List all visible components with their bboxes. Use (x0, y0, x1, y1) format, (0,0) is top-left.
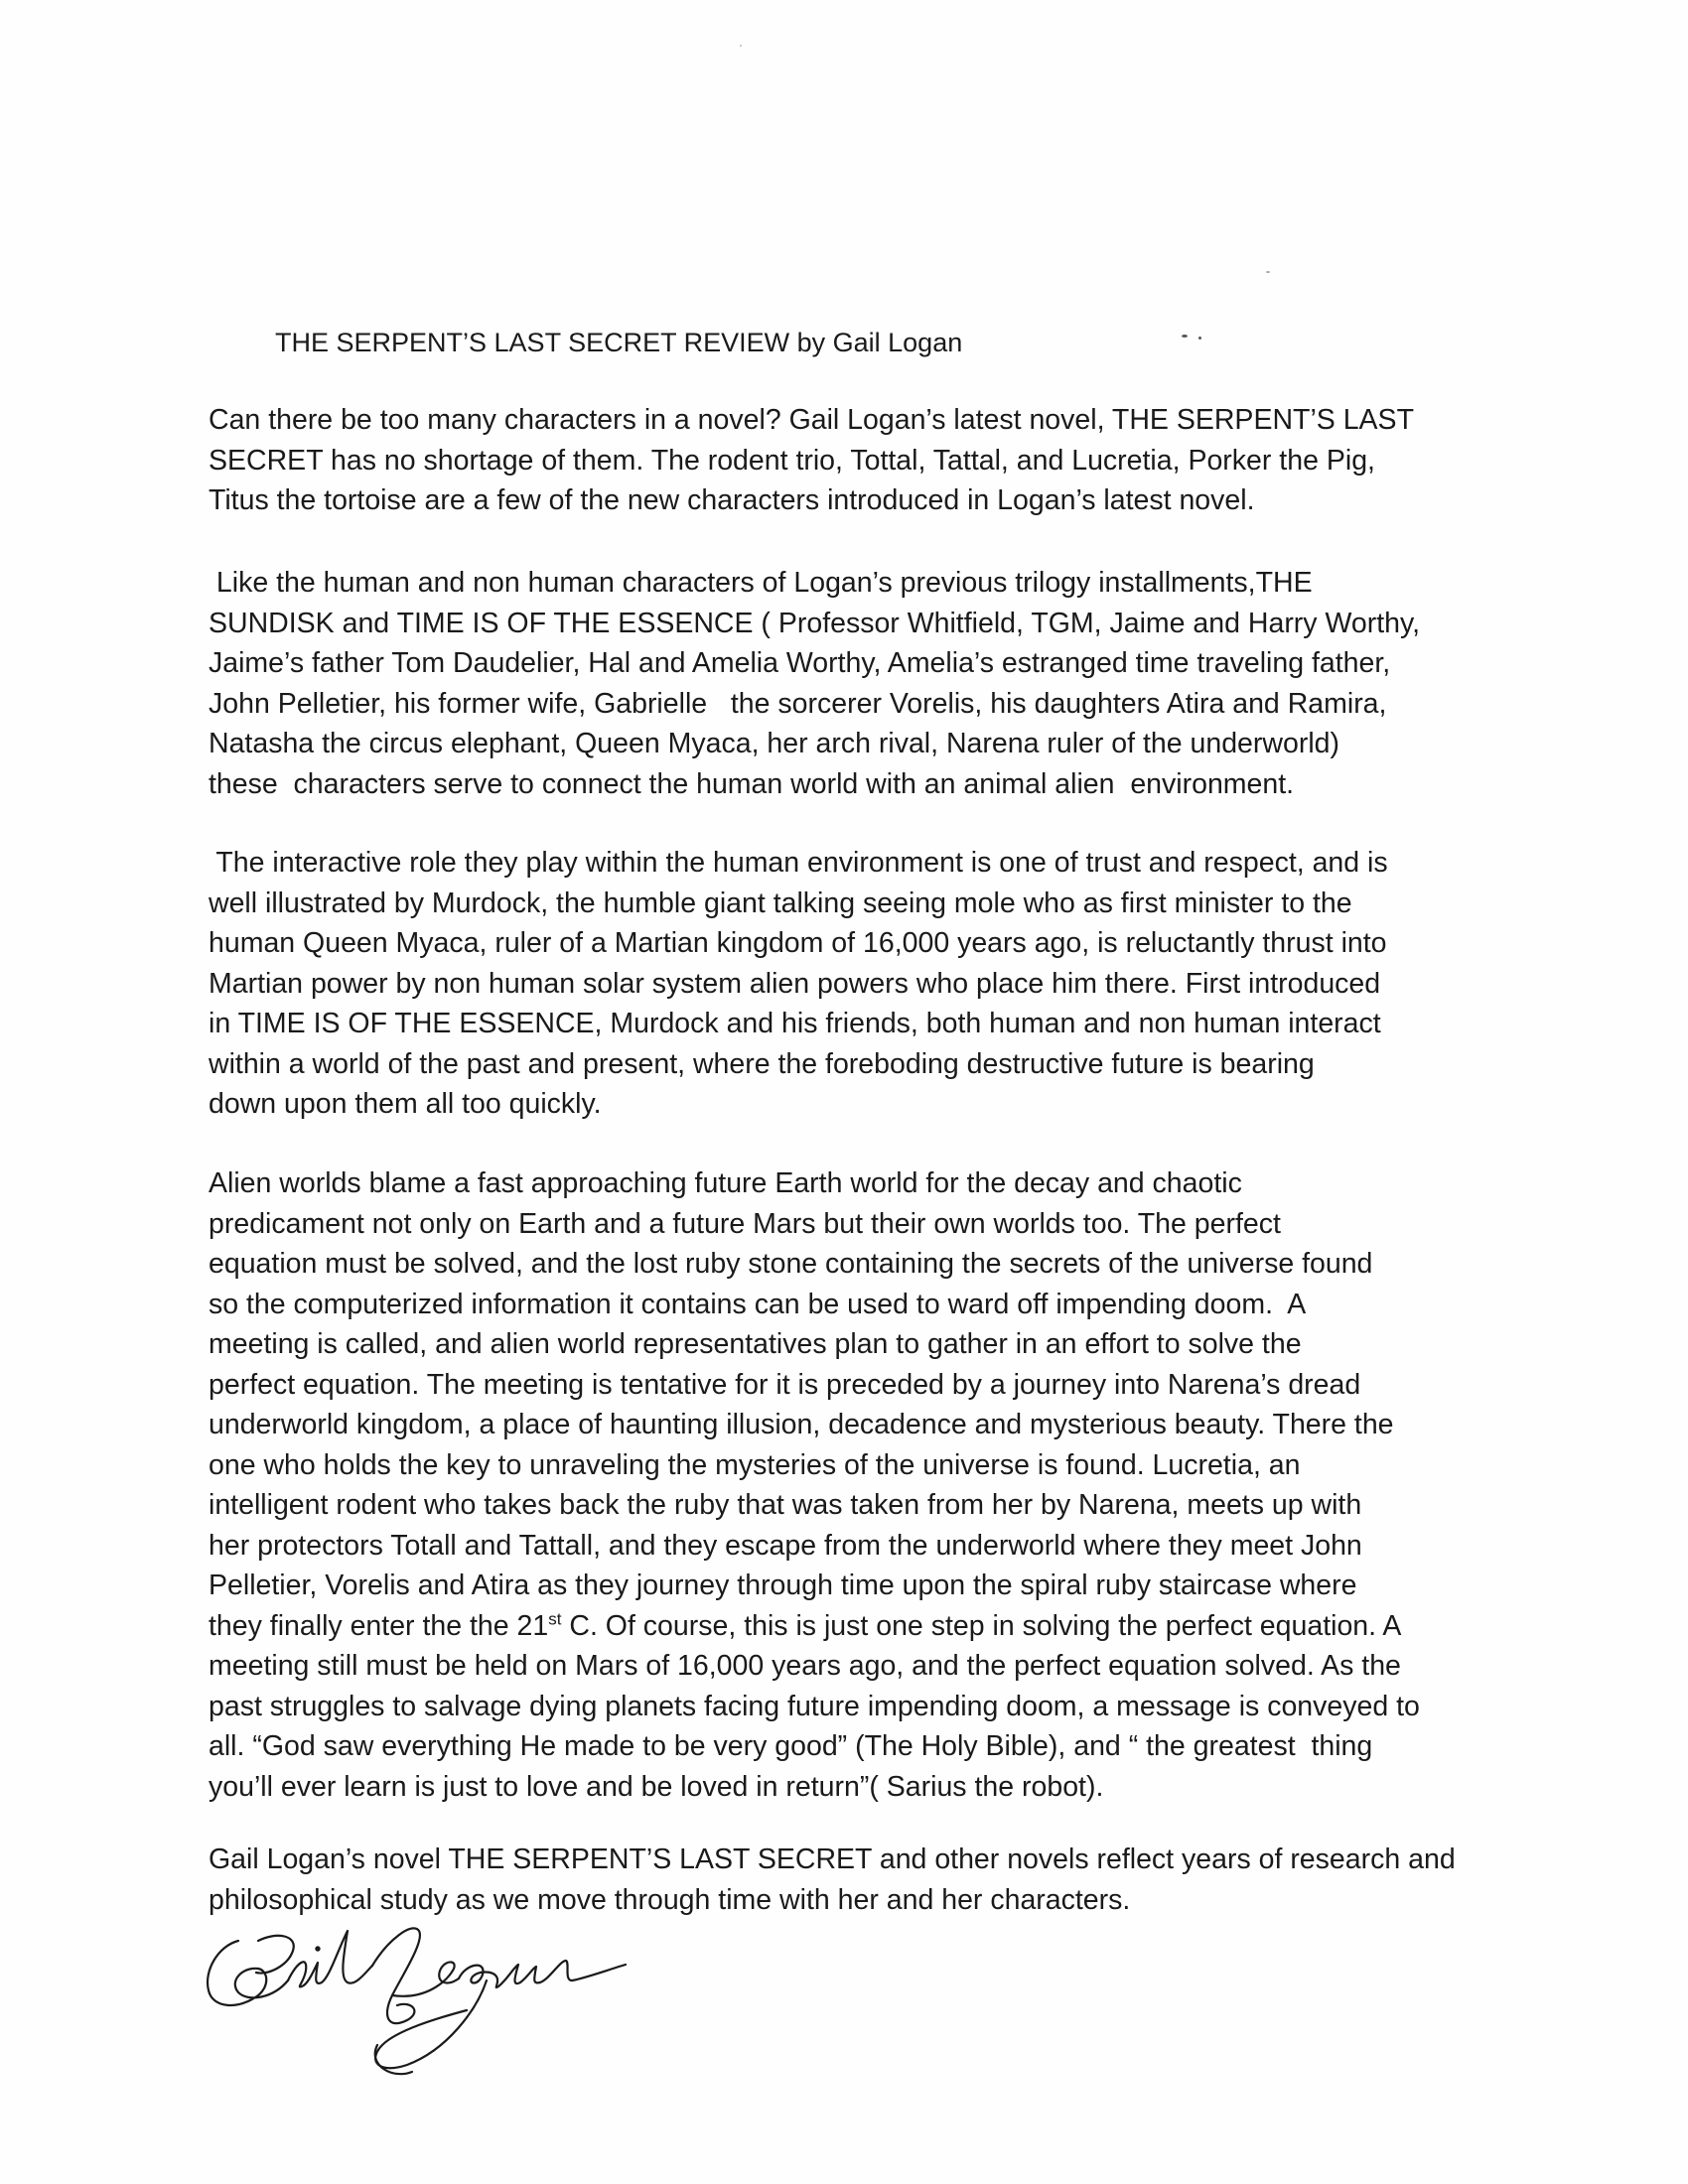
paragraph-characters (209, 563, 1489, 804)
paragraph-line: past struggles to salvage dying planets facing future impending doom, a message is conveyed to (209, 1690, 1420, 1722)
paragraph-line: Natasha the circus elephant, Queen Myaca, her arch rival, Narena ruler of the underworld) (209, 728, 1339, 759)
paragraph-line: one who holds the key to unraveling the mysteries of the universe is found. Lucretia, an (209, 1448, 1301, 1481)
paragraph-line: Like the human and non human characters of Logan’s previous trilogy installments,THE (209, 567, 1313, 599)
paragraph-line: Martian power by non human solar system alien powers who place him there. First introduced (209, 967, 1381, 1000)
paragraph-line: equation must be solved, and the lost ruby stone containing the secrets of the universe found (209, 1248, 1373, 1280)
paragraph-line: you’ll ever learn is just to love and be loved in return”( Sarius the robot). (209, 1770, 1104, 1803)
paragraph-line: SUNDISK and TIME IS OF THE ESSENCE ( Professor Whitfield, TGM, Jaime and Harry Worthy, (209, 607, 1421, 639)
paragraph-line: underworld kingdom, a place of haunting illusion, decadence and mysterious beauty. There the (209, 1409, 1394, 1440)
paragraph-line: Jaime’s father Tom Daudelier, Hal and Amelia Worthy, Amelia’s estranged time traveling father, (209, 647, 1391, 679)
paragraph-line: these characters serve to connect the human world with an animal alien environment. (209, 767, 1295, 800)
paragraph-plot (209, 1163, 1489, 1807)
paragraph-line: Titus the tortoise are a few of the new characters introduced in Logan’s latest novel. (209, 484, 1255, 516)
paragraph-line: meeting still must be held on Mars of 16,000 years ago, and the perfect equation solved. As the (209, 1650, 1401, 1682)
paragraph-line: Gail Logan’s novel THE SERPENT’S LAST SECRET and other novels reflect years of research and (209, 1843, 1456, 1875)
paragraph-line: perfect equation. The meeting is tentative for it is preceded by a journey into Narena’s dread (209, 1368, 1361, 1401)
scan-speck (740, 45, 742, 47)
paragraph-line: within a world of the past and present, where the foreboding destructive future is bearing (209, 1047, 1315, 1080)
paragraph-line: so the computerized information it contains can be used to ward off impending doom. A (209, 1288, 1307, 1320)
paragraph-line: Can there be too many characters in a novel? Gail Logan’s latest novel, THE SERPENT’S LAST (209, 404, 1414, 436)
paragraph-line: human Queen Myaca, ruler of a Martian kingdom of 16,000 years ago, is reluctantly thrust into (209, 927, 1387, 959)
scan-speck (1198, 337, 1201, 340)
paragraph-line: predicament not only on Earth and a future Mars but their own worlds too. The perfect (209, 1207, 1281, 1240)
scan-speck (1182, 335, 1188, 338)
paragraph-line: her protectors Totall and Tattall, and they escape from the underworld where they meet John (209, 1529, 1362, 1562)
paragraph-line: Pelletier, Vorelis and Atira as they journey through time upon the spiral ruby staircase where (209, 1570, 1357, 1601)
paragraph-line: down upon them all too quickly. (209, 1088, 602, 1120)
paragraph-line: all. “God saw everything He made to be very good” (The Holy Bible), and “ the greatest thing (209, 1730, 1373, 1762)
scan-speck (1266, 271, 1270, 273)
paragraph-line: well illustrated by Murdock, the humble giant talking seeing mole who as first minister to the (209, 887, 1352, 919)
paragraph-line: Alien worlds blame a fast approaching future Earth world for the decay and chaotic (209, 1167, 1242, 1199)
ordinal-superscript: st (548, 1609, 562, 1628)
line-text: C. Of course, this is just one step in solving the perfect equation. A (561, 1609, 1402, 1642)
paragraph-intro (209, 400, 1489, 521)
review-title: THE SERPENT’S LAST SECRET REVIEW by Gail Logan (275, 328, 963, 357)
line-text: they finally enter the the 21 (209, 1609, 549, 1642)
paragraph-line: intelligent rodent who takes back the ruby that was taken from her by Narena, meets up with (209, 1489, 1362, 1521)
paragraph-line-with-superscript (209, 1606, 1489, 1647)
paragraph-line: John Pelletier, his former wife, Gabrielle the sorcerer Vorelis, his daughters Atira and Ramira, (209, 687, 1387, 720)
paragraph-line: philosophical study as we move through time with her and her characters. (209, 1883, 1131, 1916)
paragraph-line: meeting is called, and alien world representatives plan to gather in an effort to solve the (209, 1328, 1302, 1360)
handwritten-signature (199, 1901, 635, 2090)
paragraph-line: SECRET has no shortage of them. The rodent trio, Tottal, Tattal, and Lucretia, Porker the Pig, (209, 444, 1375, 477)
paragraph-line: in TIME IS OF THE ESSENCE, Murdock and his friends, both human and non human interact (209, 1008, 1381, 1039)
paragraph-murdock (209, 843, 1489, 1125)
paragraph-line: The interactive role they play within the human environment is one of trust and respect, and is (209, 847, 1388, 879)
